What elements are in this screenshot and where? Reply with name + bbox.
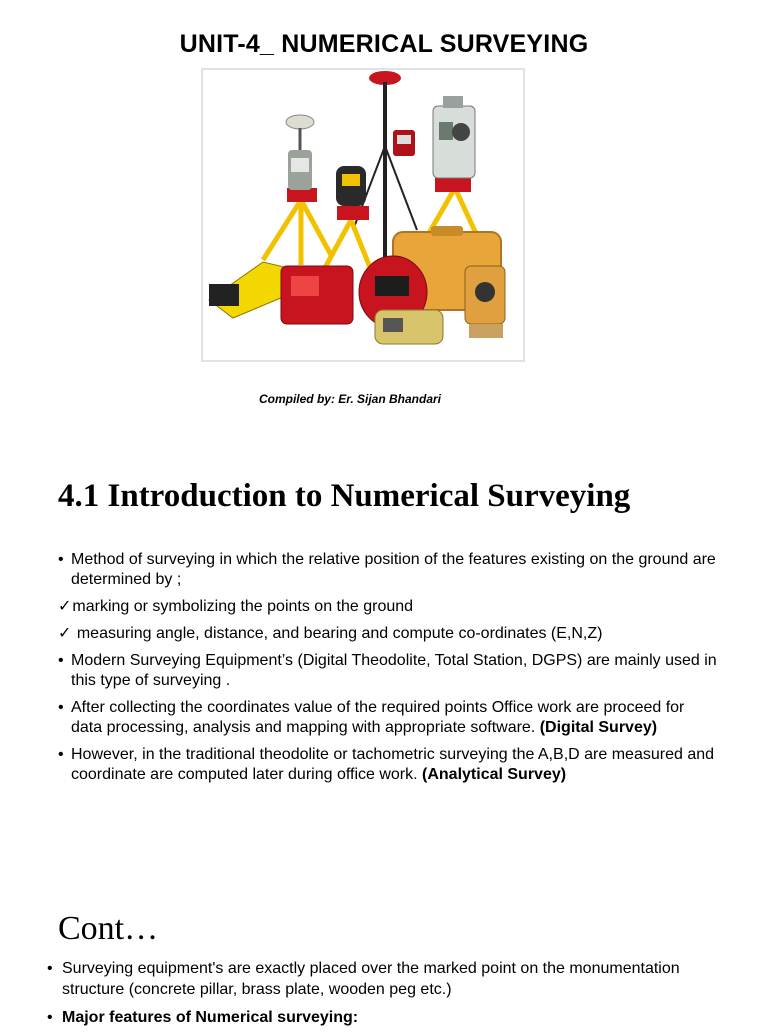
list-item (58, 597, 718, 617)
cont-bullet-list (47, 958, 727, 1035)
theodolite (465, 266, 505, 338)
title-slide (0, 0, 768, 440)
list-item-text: After collecting the coordinates value of the required points Office work are proceed for data processing, analysis and mapping with appropriate software. (71, 699, 685, 736)
list-item-emphasis: (Analytical Survey) (422, 766, 567, 783)
list-item-text: Modern Surveying Equipment’s (Digital Theodolite, Total Station, DGPS) are mainly used in this type of surveying . (71, 652, 717, 689)
list-item-text: However, in the traditional theodolite or tachometric surveying the A,B,D are measured and coordinate are computed later during office work. (71, 746, 715, 783)
checkmark-icon: ✓ (58, 625, 72, 642)
total-station-tripod (425, 96, 479, 240)
list-item (58, 550, 718, 590)
compiled-by-credit: Compiled by: Er. Sijan Bhandari (258, 392, 442, 406)
list-item-emphasis: (Digital Survey) (539, 719, 658, 736)
list-item (58, 698, 718, 738)
intro-bullet-list (58, 550, 718, 792)
introduction-slide (0, 440, 768, 900)
list-item-text: marking or symbolizing the points on the ground (72, 598, 414, 615)
list-item-text: measuring angle, distance, and bearing and compute co-ordinates (E,N,Z) (72, 625, 603, 642)
surveying-equipment-illustration (203, 70, 523, 360)
unit-title: UNIT-4_ NUMERICAL SURVEYING (179, 30, 589, 58)
pipe-laser (375, 310, 443, 344)
list-item-emphasis: Major features of Numerical surveying: (62, 1009, 359, 1026)
list-item-text: Method of surveying in which the relative position of the features existing on the ground are determined by ; (71, 551, 716, 588)
section-heading: 4.1 Introduction to Numerical Surveying (58, 478, 631, 514)
left-tripod-gps (263, 115, 331, 265)
list-item (58, 651, 718, 691)
continuation-slide (0, 900, 768, 1024)
list-item (47, 958, 727, 1000)
list-item (58, 745, 718, 785)
surveying-equipment-photo (201, 68, 525, 362)
laser-level-tripod (321, 166, 373, 275)
list-item (47, 1007, 727, 1028)
checkmark-icon: ✓ (58, 598, 72, 615)
list-item-text: Surveying equipment's are exactly placed over the marked point on the monumentation structure (concrete pillar, brass plate, wooden peg etc.) (62, 960, 680, 998)
section-heading: Cont… (58, 910, 159, 947)
list-item (58, 624, 718, 644)
